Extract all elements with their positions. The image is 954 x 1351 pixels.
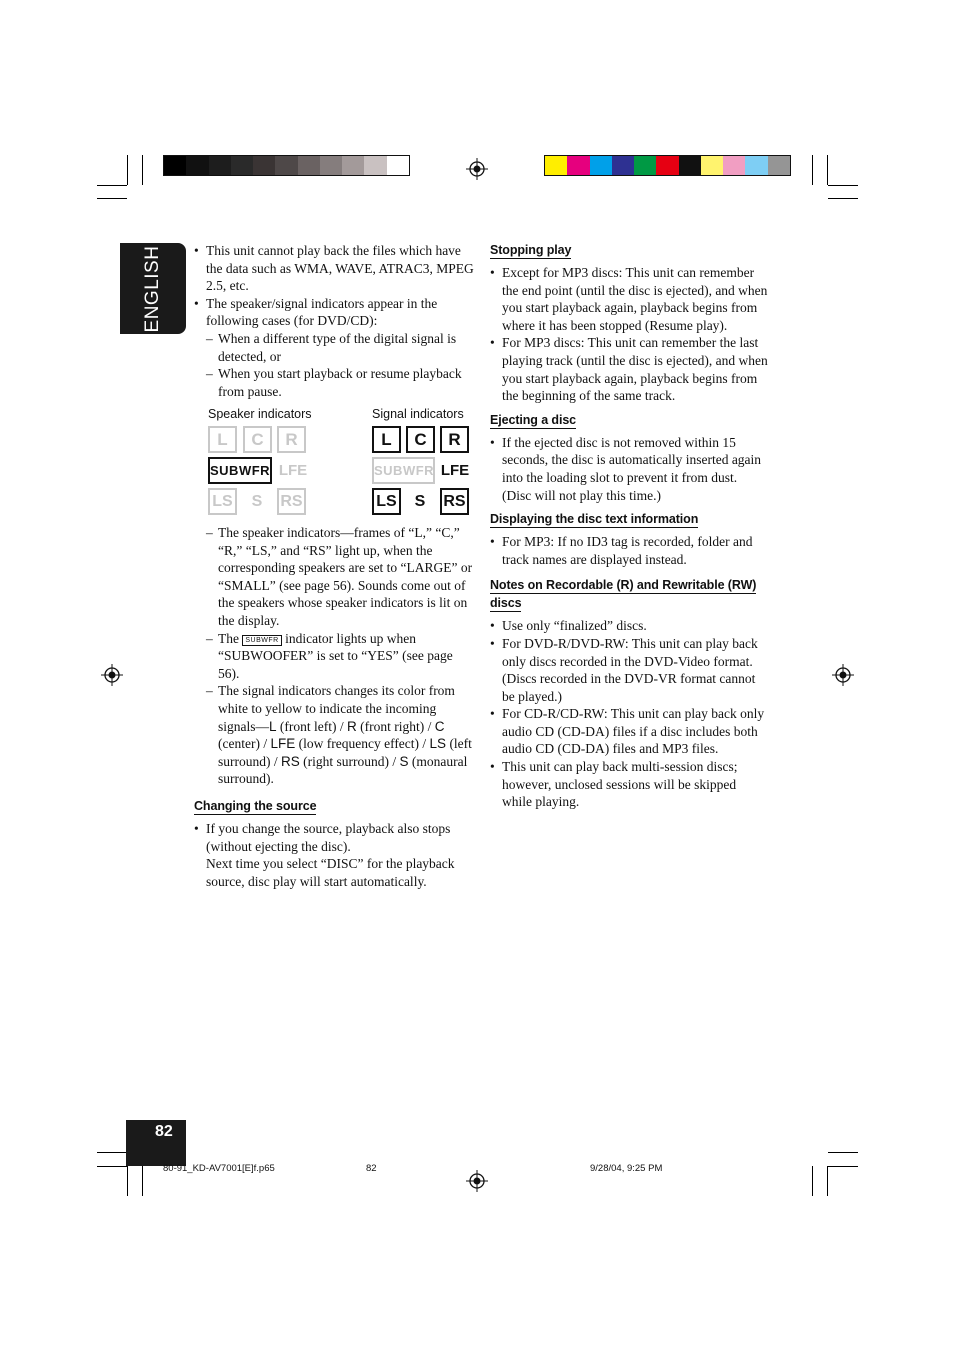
list-item: • If the ejected disc is not removed within 15 seconds, the disc is automatically inserted again into the loading slot to prevent it from dust. (Disc will not play this time.) [490, 434, 768, 504]
speaker-indicator-c: C [243, 426, 272, 453]
speaker-indicator-r: R [277, 426, 306, 453]
page-number: 82 [155, 1123, 173, 1140]
crop-mark [97, 1152, 127, 1153]
list-item: – The SUBWFR indicator lights up when “SUBWOOFER” is set to “YES” (see page 56). [206, 630, 453, 681]
gray-swatch [342, 156, 365, 175]
crop-mark [828, 185, 858, 186]
gray-swatch [253, 156, 276, 175]
dash-text-pre: The [218, 630, 239, 646]
signal-code: RS [281, 753, 300, 769]
section-heading: Displaying the disc text information [490, 512, 699, 527]
signal-indicators-caption: Signal indicators [372, 407, 464, 421]
left-column [194, 242, 476, 400]
list-item: • This unit can play back multi-session discs; however, unclosed sessions will be skipped while playing. [490, 758, 768, 811]
list-item: • For MP3 discs: This unit can remember the last playing track (until the disc is ejected), and when you start playback again, playback begins from the beginning of the same track. [490, 334, 768, 404]
signal-code: C [434, 718, 445, 734]
color-swatch [768, 156, 791, 175]
speaker-indicator-l: L [208, 426, 237, 453]
dash-text-intro: The signal indicators changes its color from white to yellow to indicate the incoming signals— [218, 683, 455, 734]
signal-indicator-lfe: LFE [440, 462, 470, 479]
signal-indicator-r: R [440, 426, 469, 453]
gray-swatch [387, 156, 410, 175]
gray-swatch [275, 156, 298, 175]
color-swatch [701, 156, 724, 175]
color-swatch [723, 156, 746, 175]
color-swatch [656, 156, 679, 175]
color-swatch [679, 156, 702, 175]
speaker-indicator-rs: RS [277, 488, 306, 515]
dash-text: The speaker indicators—frames of “L,” “C,” “R,” “LS,” and “RS” light up, when the corresponding speakers are set to “LARGE” or “SMALL” (see page 56). Sounds come out of the speakers whose speaker indicators is lit on the display. [218, 525, 473, 628]
color-swatch [634, 156, 657, 175]
list-item: • Use only “finalized” discs. [490, 617, 768, 635]
section-heading: Notes on Recordable (R) and Rewritable (RW) [490, 578, 757, 593]
signal-desc: (right surround) / [299, 753, 400, 769]
color-swatch [545, 156, 568, 175]
dash-text: When you start playback or resume playback from pause. [218, 366, 462, 399]
crop-mark [142, 155, 143, 185]
registration-mark-icon [466, 158, 488, 180]
signal-indicator-subwfr: SUBWFR [372, 457, 435, 484]
crop-mark [828, 198, 858, 199]
gray-swatch [364, 156, 387, 175]
signal-desc: (front right) / [356, 718, 435, 734]
signal-desc: (center) / [218, 736, 271, 752]
right-column [490, 241, 768, 811]
signal-code: LFE [270, 736, 296, 752]
crop-mark [827, 155, 828, 185]
signal-code: LS [429, 736, 447, 752]
signal-desc: (monaural surround). [218, 753, 468, 787]
signal-desc: (front left) / [276, 718, 348, 734]
list-item: – The signal indicators changes its color from white to yellow to indicate the incoming signals—L (front left) / R (front right) / C (center) / LFE (low frequency effect) / LS (left surround) / RS (right surround) / S (monaural surround). [206, 683, 472, 787]
signal-indicator-s: S [414, 493, 426, 510]
speaker-indicators-caption: Speaker indicators [208, 407, 312, 421]
signal-code: R [347, 718, 357, 734]
color-swatch [590, 156, 613, 175]
list-item: • This unit cannot play back the files which have the data such as WMA, WAVE, ATRAC3, MPEG 2.5, etc. [194, 242, 476, 295]
gray-swatch [320, 156, 343, 175]
footer-file: 80-91_KD-AV7001[E]f.p65 [163, 1163, 275, 1174]
page-number-box [126, 1120, 186, 1166]
section-heading: discs [490, 596, 522, 611]
section-heading: Ejecting a disc [490, 412, 577, 427]
speaker-indicator-lfe: LFE [278, 462, 308, 479]
list-item: – When a different type of the digital signal is detected, or [206, 330, 457, 364]
list-item: • For MP3: If no ID3 tag is recorded, folder and track names are displayed instead. [490, 533, 768, 568]
signal-code: L [269, 718, 277, 734]
crop-mark [97, 1166, 127, 1167]
registration-mark-icon [101, 664, 123, 686]
list-item: • Except for MP3 discs: This unit can remember the end point (until the disc is ejected), and when you start playback again, playback begins from where it has been stopped (Resume play). [490, 264, 768, 334]
crop-mark [97, 185, 127, 186]
color-calibration-bar [544, 155, 791, 176]
gray-swatch [186, 156, 209, 175]
color-swatch [612, 156, 635, 175]
signal-indicator-c: C [406, 426, 435, 453]
section-heading: Changing the source [194, 799, 317, 813]
registration-mark-icon [466, 1170, 488, 1192]
section-heading: Stopping play [490, 243, 572, 257]
dash-text: When a different type of the digital signal is detected, or [218, 330, 457, 364]
list-item: • For CD-R/CD-RW: This unit can play back only audio CD (CD-DA) files if a disc includes both audio CD (CD-DA) files and MP3 files. [490, 705, 768, 758]
crop-mark [812, 1166, 813, 1196]
signal-indicator-ls: LS [372, 488, 401, 515]
dash-text-post: indicator lights up when “SUBWOOFER” is set to “YES” (see page 56). [218, 630, 453, 681]
list-item: • If you change the source, playback also stops (without ejecting the disc). [194, 820, 476, 855]
language-tab-label: ENGLISH [142, 245, 163, 333]
crop-mark [828, 1152, 858, 1153]
list-item: • For DVD-R/DVD-RW: This unit can play back only discs recorded in the DVD-Video format. (Discs recorded in the DVD-VR format cannot be played.) [490, 635, 768, 705]
changing-source-section [194, 797, 476, 890]
list-item: – When you start playback or resume playback from pause. [206, 366, 462, 399]
crop-mark [812, 155, 813, 185]
signal-indicator-rs: RS [440, 488, 469, 515]
crop-mark [828, 1166, 858, 1167]
signal-indicator-l: L [372, 426, 401, 453]
crop-mark [97, 198, 127, 199]
footer-date: 9/28/04, 9:25 PM [590, 1163, 663, 1174]
signal-code: S [399, 753, 409, 769]
left-column-lower [206, 524, 476, 788]
signal-desc: (left surround) / [218, 736, 472, 769]
registration-mark-icon [832, 664, 854, 686]
list-item: – The speaker indicators—frames of “L,” “C,” “R,” “LS,” and “RS” light up, when the corresponding speakers are set to “LARGE” or “SMALL” (see page 56). Sounds come out of the speakers whose speaker indicators is lit on the display. [206, 525, 473, 628]
signal-desc: (low frequency effect) / [295, 736, 430, 752]
crop-mark [127, 1166, 128, 1196]
speaker-indicator-ls: LS [208, 488, 237, 515]
color-swatch [745, 156, 768, 175]
gray-swatch [164, 156, 187, 175]
color-swatch [567, 156, 590, 175]
speaker-indicator-subwfr: SUBWFR [208, 457, 272, 484]
crop-mark [127, 155, 128, 185]
crop-mark [142, 1166, 143, 1196]
subwfr-inline-badge: SUBWFR [242, 635, 281, 646]
speaker-indicator-s: S [251, 493, 263, 510]
crop-mark [827, 1166, 828, 1196]
gray-swatch [231, 156, 254, 175]
list-item: • The speaker/signal indicators appear in the following cases (for DVD/CD): [194, 295, 476, 330]
language-tab [120, 243, 186, 334]
gray-swatch [298, 156, 321, 175]
grayscale-calibration-bar [163, 155, 410, 176]
footer-page: 82 [366, 1163, 377, 1174]
note-text: Next time you select “DISC” for the playback source, disc play will start automatically. [206, 856, 455, 889]
gray-swatch [209, 156, 232, 175]
